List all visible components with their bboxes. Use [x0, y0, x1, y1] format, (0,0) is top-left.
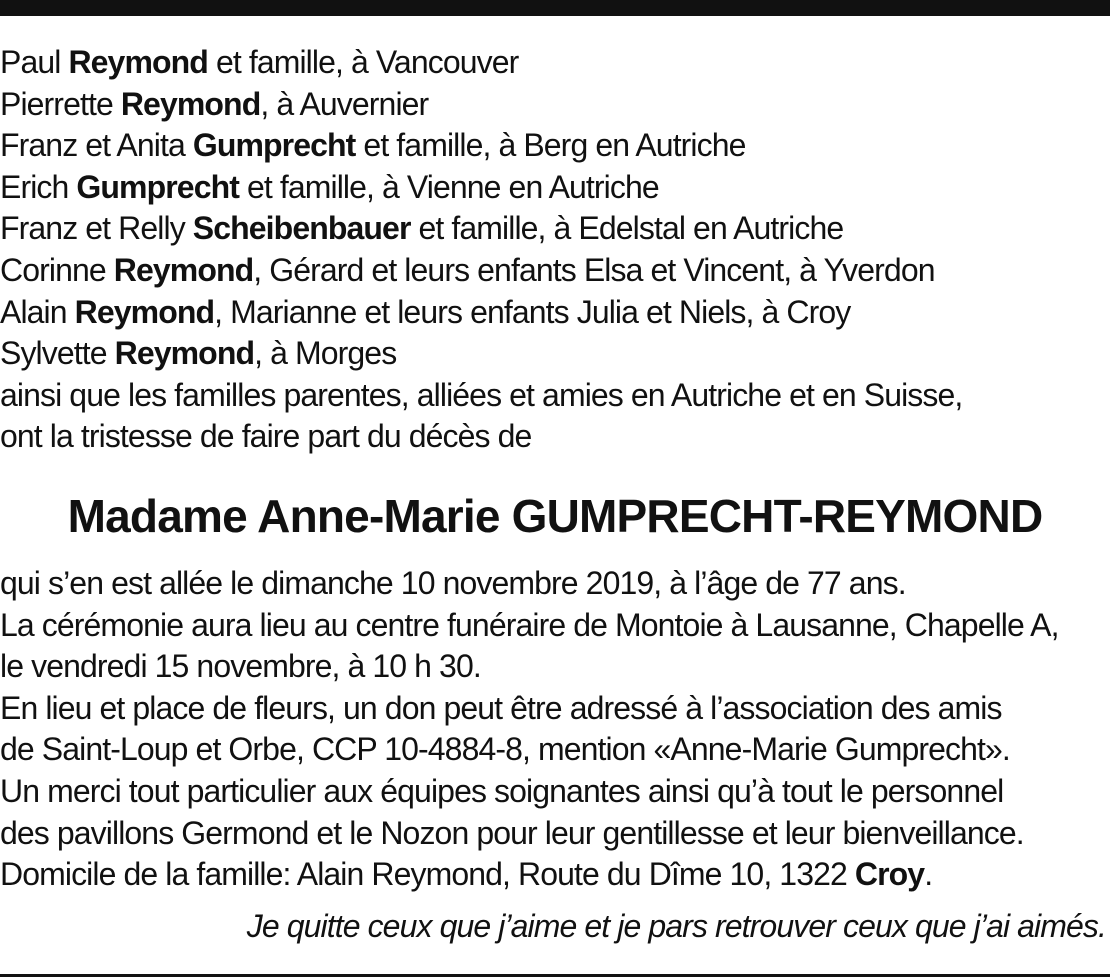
- details-line: le vendredi 15 novembre, à 10 h 30.: [0, 648, 481, 685]
- family-line: Franz et Relly Scheibenbauer et famille, à Edelstal en Autriche: [0, 210, 844, 247]
- details-text: [0, 563, 1110, 896]
- details-line: de Saint-Loup et Orbe, CCP 10-4884-8, mention «Anne-Marie Gumprecht».: [0, 731, 1010, 768]
- details-line: En lieu et place de fleurs, un don peut être adressé à l’association des amis: [0, 689, 1002, 726]
- bottom-border-rule: [0, 974, 1110, 977]
- relatives-line: ainsi que les familles parentes, alliées et amies en Autriche et en Suisse,: [0, 376, 963, 413]
- family-line: Corinne Reymond, Gérard et leurs enfants Elsa et Vincent, à Yverdon: [0, 251, 935, 288]
- details-line: La cérémonie aura lieu au centre funéraire de Montoie à Lausanne, Chapelle A,: [0, 606, 1059, 643]
- closing-quote: Je quitte ceux que j’aime et je pars retrouver ceux que j’ai aimés.: [246, 908, 1106, 944]
- family-line: Alain Reymond, Marianne et leurs enfants Julia et Niels, à Croy: [0, 293, 851, 330]
- deceased-name: Madame Anne-Marie GUMPRECHT-REYMOND: [67, 490, 1043, 542]
- details-line: des pavillons Germond et le Nozon pour leur gentillesse et leur bienveillance.: [0, 814, 1024, 851]
- family-line: Franz et Anita Gumprecht et famille, à Berg en Autriche: [0, 127, 746, 164]
- family-line: Sylvette Reymond, à Morges: [0, 335, 397, 372]
- family-line: Erich Gumprecht et famille, à Vienne en Autriche: [0, 168, 659, 205]
- top-border-rule: [0, 0, 1110, 16]
- family-list: [0, 42, 1110, 458]
- family-line: Paul Reymond et famille, à Vancouver: [0, 44, 519, 80]
- details-line: qui s’en est allée le dimanche 10 novembre 2019, à l’âge de 77 ans.: [0, 565, 906, 601]
- family-line: Pierrette Reymond, à Auvernier: [0, 85, 429, 122]
- announcement-line: ont la tristesse de faire part du décès de: [0, 418, 532, 455]
- details-line: Un merci tout particulier aux équipes soignantes ainsi qu’à tout le personnel: [0, 772, 1004, 809]
- family-address-line: Domicile de la famille: Alain Reymond, Route du Dîme 10, 1322 Croy.: [0, 856, 933, 893]
